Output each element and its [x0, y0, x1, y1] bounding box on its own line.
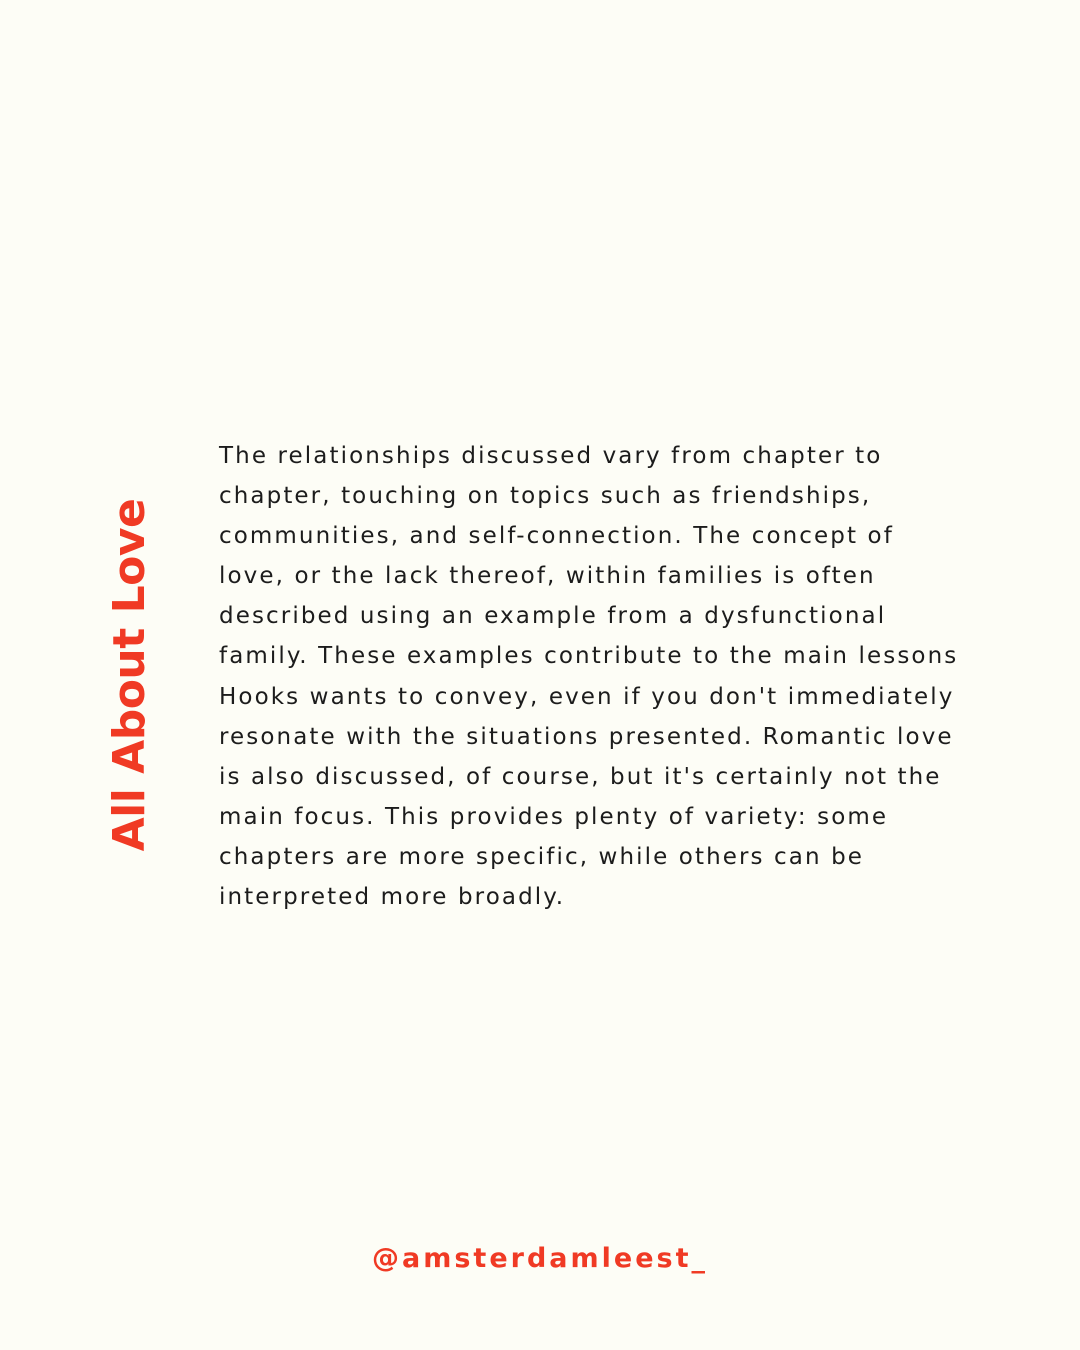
body-line: chapter, touching on topics such as friendships,: [219, 483, 872, 510]
body-line: main focus. This provides plenty of variety: some: [219, 803, 889, 830]
body-line: Hooks wants to convey, even if you don't immediately: [219, 683, 955, 710]
body-line: love, or the lack thereof, within families is often: [219, 563, 876, 590]
body-line: is also discussed, of course, but it's certainly not the: [219, 763, 942, 790]
body-line: described using an example from a dysfunctional: [219, 603, 887, 630]
side-title: All About Love: [104, 498, 155, 852]
body-line: family. These examples contribute to the main lessons: [219, 643, 959, 670]
body-line: The relationships discussed vary from chapter to: [219, 443, 883, 469]
body-line: chapters are more specific, while others can be: [219, 843, 865, 870]
body-line: resonate with the situations presented. Romantic love: [219, 723, 954, 750]
body-line: communities, and self-connection. The concept of: [219, 523, 894, 550]
social-handle: @amsterdamleest_: [372, 1243, 708, 1274]
body-paragraph: [219, 436, 989, 917]
body-line: interpreted more broadly.: [219, 884, 566, 911]
